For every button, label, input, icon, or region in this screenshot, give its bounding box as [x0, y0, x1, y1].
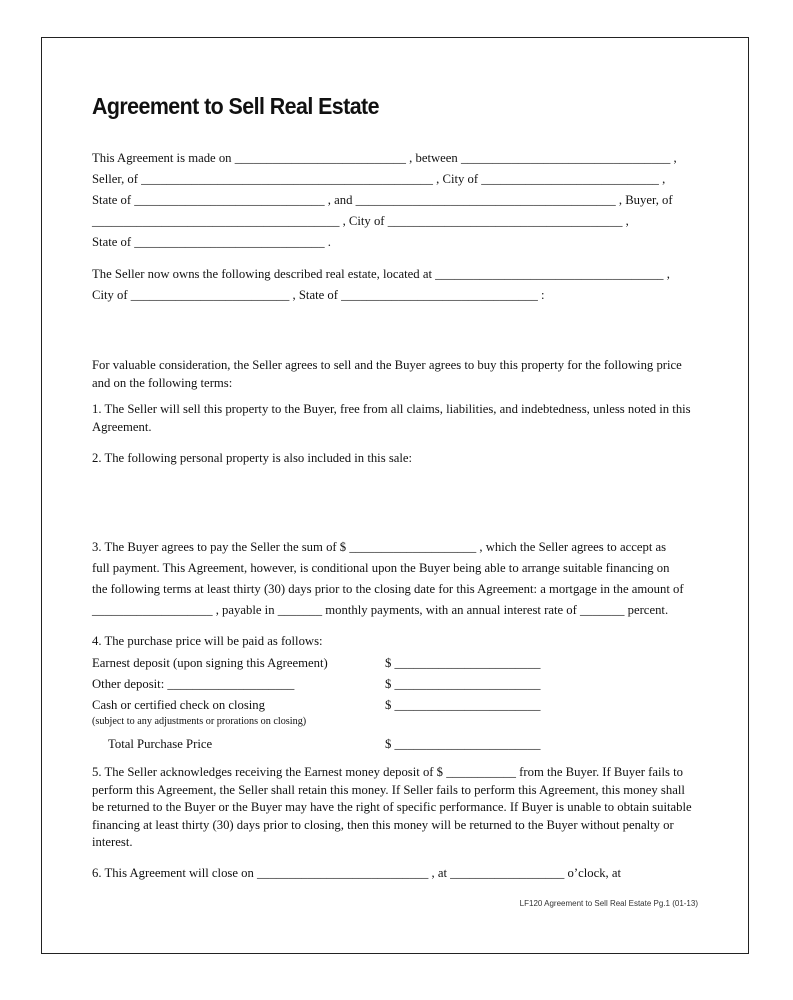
payment-note: (subject to any adjustments or prorations on closing)	[92, 716, 307, 727]
clause-3-line-3: the following terms at least thirty (30) days prior to the closing date for this Agreement: a mortgage in the amount of	[92, 582, 684, 596]
consideration-line-1: For valuable consideration, the Seller agrees to sell and the Buyer agrees to buy this property for the following price	[92, 358, 682, 372]
consideration-line-2: and on the following terms:	[92, 376, 233, 390]
parties-line-3: State of ______________________________ , and _________________________________________ , Buyer, of	[92, 193, 673, 207]
clause-1-line-2: Agreement.	[92, 420, 152, 434]
total-label: Total Purchase Price	[108, 737, 213, 751]
clause-3-line-1: 3. The Buyer agrees to pay the Seller the sum of $ ____________________ , which the Seller agrees to accept as	[92, 540, 667, 554]
parties-line-4: _______________________________________ , City of _____________________________________ ,	[92, 214, 629, 228]
property-line-2: City of _________________________ , State of _______________________________ :	[92, 288, 545, 302]
clause-5-line-1: 5. The Seller acknowledges receiving the Earnest money deposit of $ ___________ from the Buyer. If Buyer fails to	[92, 765, 683, 779]
payment-row-label: Other deposit: ____________________	[92, 677, 295, 691]
payment-row-label: Earnest deposit (upon signing this Agreement)	[92, 656, 328, 670]
clause-3-line-2: full payment. This Agreement, however, is conditional upon the Buyer being able to arrange suitable financing on	[92, 561, 670, 575]
clause-5-line-4: financing at least thirty (30) days prior to closing, then this money will be returned to the Buyer without penalty or	[92, 818, 674, 832]
clause-1-line-1: 1. The Seller will sell this property to the Buyer, free from all claims, liabilities, and indebtedness, unless noted in this	[92, 402, 691, 416]
form-footer: LF120 Agreement to Sell Real Estate Pg.1 (01-13)	[519, 899, 698, 908]
total-amount: $ _______________________	[385, 737, 541, 751]
parties-line-2: Seller, of ______________________________________________ , City of ____________________________ ,	[92, 172, 666, 186]
clause-2-text: 2. The following personal property is also included in this sale:	[92, 451, 413, 465]
clause-5-line-3: be returned to the Buyer or the Buyer may have the right of specific performance. If Buyer is unable to obtain suitable	[92, 800, 692, 814]
payment-row-amount: $ _______________________	[385, 698, 541, 712]
payment-row-label: Cash or certified check on closing	[92, 698, 265, 712]
document-title: Agreement to Sell Real Estate	[92, 93, 379, 119]
parties-line-5: State of ______________________________ .	[92, 235, 331, 249]
payment-row-amount: $ _______________________	[385, 656, 541, 670]
clause-5-line-2: perform this Agreement, the Seller shall retain this money. If Seller fails to perform this Agreement, this money shall	[92, 783, 685, 797]
clause-3-line-4: ___________________ , payable in _______ monthly payments, with an annual interest rate of _______ percent.	[92, 603, 669, 617]
clause-5-line-5: interest.	[92, 835, 133, 849]
clause-6-text: 6. This Agreement will close on ___________________________ , at __________________ o’clock, at	[92, 866, 622, 880]
clause-4-intro: 4. The purchase price will be paid as follows:	[92, 634, 323, 648]
parties-line-1: This Agreement is made on ___________________________ , between _________________________________ ,	[92, 151, 677, 165]
payment-row-amount: $ _______________________	[385, 677, 541, 691]
property-line-1: The Seller now owns the following described real estate, located at ____________________________________ ,	[92, 267, 670, 281]
